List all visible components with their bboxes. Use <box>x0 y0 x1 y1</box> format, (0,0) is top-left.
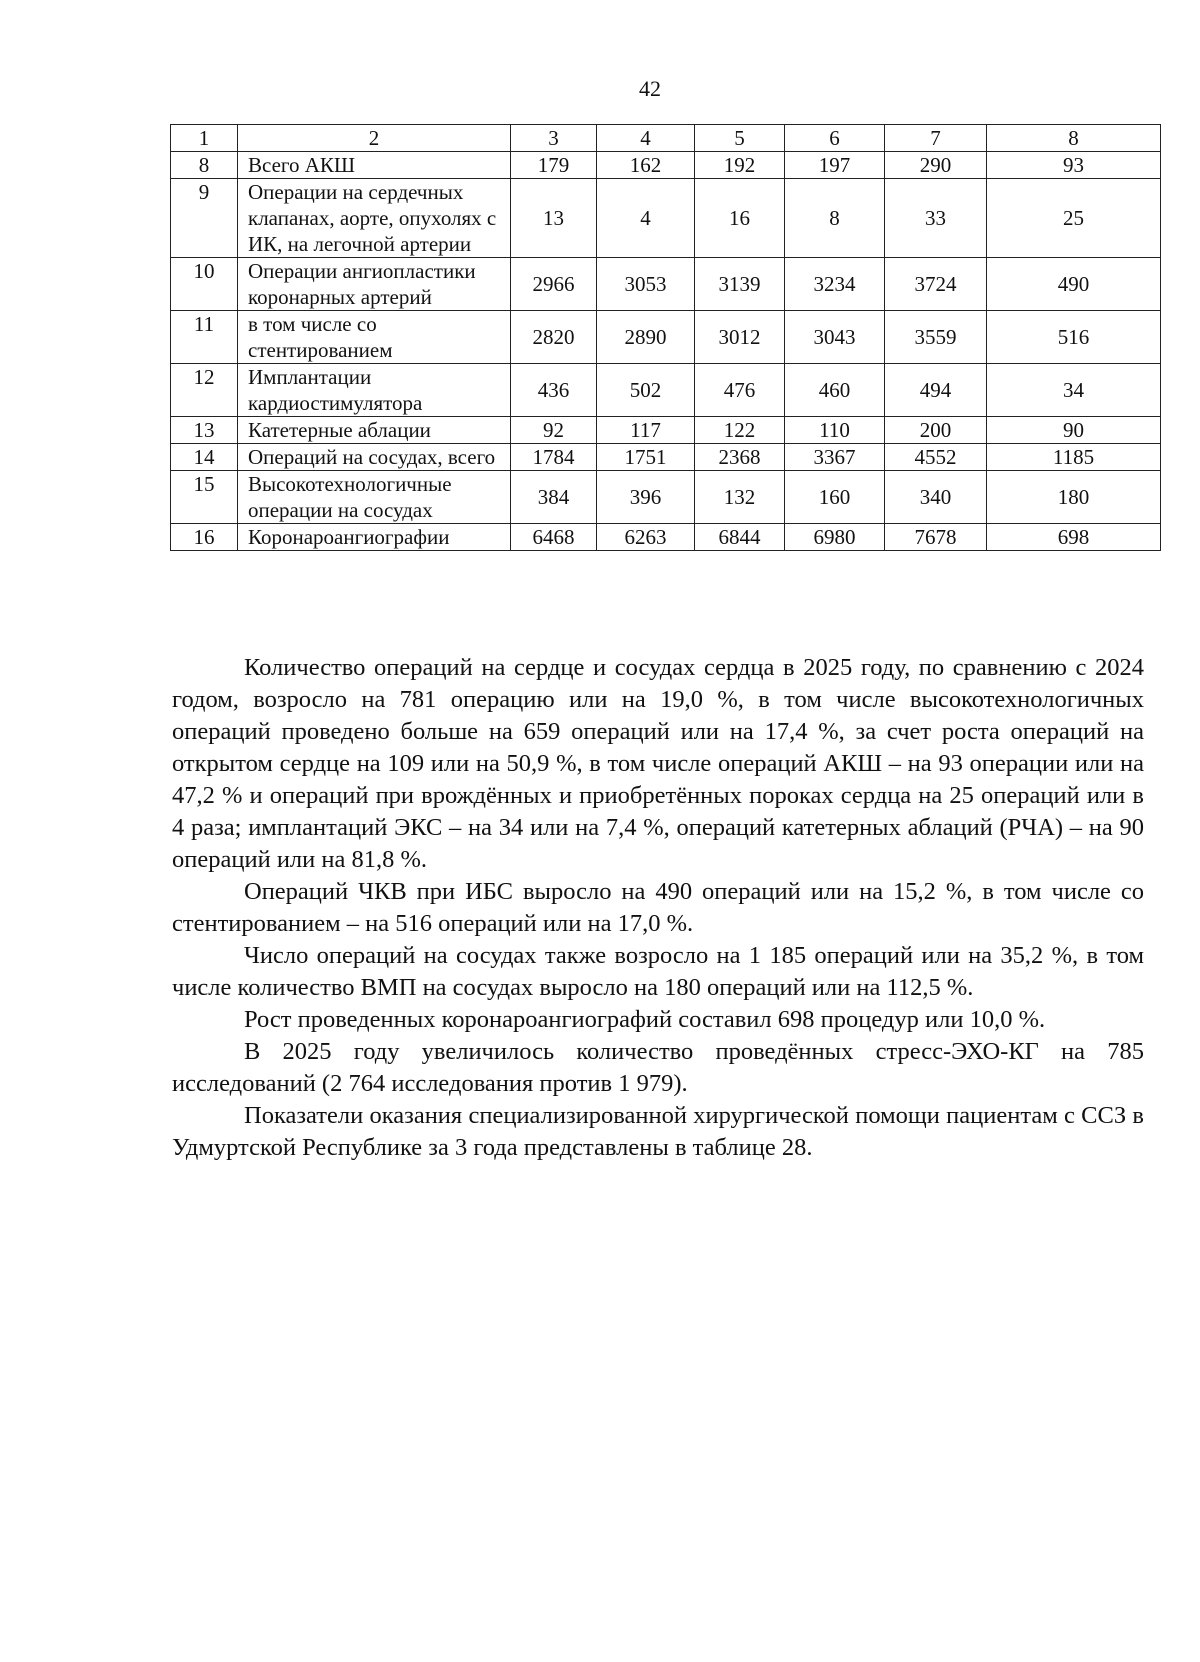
table-cell: 476 <box>695 364 785 417</box>
row-number: 9 <box>171 179 238 258</box>
table-body <box>171 152 1161 551</box>
table-cell: 3367 <box>785 444 885 471</box>
table-cell: 3053 <box>597 258 695 311</box>
table-cell: 197 <box>785 152 885 179</box>
table-cell: 698 <box>987 524 1161 551</box>
row-number: 8 <box>171 152 238 179</box>
row-number: 14 <box>171 444 238 471</box>
table-cell: 290 <box>885 152 987 179</box>
table-row <box>171 444 1161 471</box>
row-label: Коронароангиографии <box>238 524 511 551</box>
row-number: 13 <box>171 417 238 444</box>
table-cell: 3043 <box>785 311 885 364</box>
table-cell: 110 <box>785 417 885 444</box>
body-text <box>172 652 1144 1164</box>
row-number: 12 <box>171 364 238 417</box>
table-row <box>171 152 1161 179</box>
row-label: в том числе со стентированием <box>238 311 511 364</box>
column-header: 2 <box>238 125 511 152</box>
table-cell: 502 <box>597 364 695 417</box>
table-cell: 93 <box>987 152 1161 179</box>
table-cell: 160 <box>785 471 885 524</box>
table-cell: 494 <box>885 364 987 417</box>
row-number: 10 <box>171 258 238 311</box>
table-cell: 25 <box>987 179 1161 258</box>
page-number: 42 <box>639 76 661 101</box>
table-cell: 200 <box>885 417 987 444</box>
table-cell: 3234 <box>785 258 885 311</box>
table-cell: 122 <box>695 417 785 444</box>
column-header: 3 <box>511 125 597 152</box>
table-cell: 2820 <box>511 311 597 364</box>
table-cell: 16 <box>695 179 785 258</box>
table-header-row <box>171 125 1161 152</box>
column-header: 5 <box>695 125 785 152</box>
table-cell: 6980 <box>785 524 885 551</box>
table-cell: 3012 <box>695 311 785 364</box>
table-cell: 8 <box>785 179 885 258</box>
row-label: Операции на сердечных клапанах, аорте, опухолях с ИК, на легочной артерии <box>238 179 511 258</box>
table-cell: 117 <box>597 417 695 444</box>
row-label: Операций на сосудах, всего <box>238 444 511 471</box>
table-cell: 1751 <box>597 444 695 471</box>
table-row <box>171 417 1161 444</box>
column-header: 6 <box>785 125 885 152</box>
operations-table <box>170 124 1161 551</box>
table-row <box>171 179 1161 258</box>
paragraph: Показатели оказания специализированной хирургической помощи пациентам с ССЗ в Удмуртской Республике за 3 года представлены в таблице 28. <box>172 1102 1144 1161</box>
table-cell: 179 <box>511 152 597 179</box>
row-number: 11 <box>171 311 238 364</box>
table-cell: 6468 <box>511 524 597 551</box>
column-header: 1 <box>171 125 238 152</box>
table-row <box>171 524 1161 551</box>
paragraph: Число операций на сосудах также возросло на 1 185 операций или на 35,2 %, в том числе количество ВМП на сосудах выросло на 180 операций или на 112,5 %. <box>172 942 1144 1001</box>
paragraph: Количество операций на сердце и сосудах сердца в 2025 году, по сравнению с 2024 годом, возросло на 781 операцию или на 19,0 %, в том числе высокотехнологичных операций проведено больше на 659 операций или на 17,4 %, за счет роста операций на открытом сердце на 109 или на 50,9 %, в том числе операций АКШ – на 93 операции или на 47,2 % и операций при врождённых и приобретённых пороках сердца на 25 операций или в 4 раза; имплантаций ЭКС – на 34 или на 7,4 %, операций катетерных аблаций (РЧА) – на 90 операций или на 81,8 %. <box>172 654 1144 873</box>
row-number: 16 <box>171 524 238 551</box>
column-header: 4 <box>597 125 695 152</box>
row-label: Операции ангиопластики коронарных артерий <box>238 258 511 311</box>
table-cell: 3724 <box>885 258 987 311</box>
table-cell: 92 <box>511 417 597 444</box>
table-cell: 13 <box>511 179 597 258</box>
table-cell: 516 <box>987 311 1161 364</box>
table-cell: 132 <box>695 471 785 524</box>
table-cell: 2966 <box>511 258 597 311</box>
table-cell: 436 <box>511 364 597 417</box>
table-cell: 4552 <box>885 444 987 471</box>
paragraph: Рост проведенных коронароангиографий составил 698 процедур или 10,0 %. <box>244 1006 1046 1033</box>
table-cell: 2890 <box>597 311 695 364</box>
table-cell: 490 <box>987 258 1161 311</box>
paragraph: В 2025 году увеличилось количество проведённых стресс-ЭХО-КГ на 785 исследований (2 764 исследования против 1 979). <box>172 1038 1144 1097</box>
row-label: Катетерные аблации <box>238 417 511 444</box>
table-row <box>171 311 1161 364</box>
table-cell: 1185 <box>987 444 1161 471</box>
table-cell: 384 <box>511 471 597 524</box>
table-cell: 2368 <box>695 444 785 471</box>
table-row <box>171 471 1161 524</box>
table-cell: 3139 <box>695 258 785 311</box>
table-cell: 90 <box>987 417 1161 444</box>
table-row <box>171 258 1161 311</box>
row-label: Всего АКШ <box>238 152 511 179</box>
table-cell: 6844 <box>695 524 785 551</box>
table-cell: 162 <box>597 152 695 179</box>
column-header: 7 <box>885 125 987 152</box>
table-cell: 460 <box>785 364 885 417</box>
table-cell: 180 <box>987 471 1161 524</box>
table-cell: 33 <box>885 179 987 258</box>
table-cell: 4 <box>597 179 695 258</box>
column-header: 8 <box>987 125 1161 152</box>
table-row <box>171 364 1161 417</box>
table-cell: 6263 <box>597 524 695 551</box>
row-label: Высокотехнологичные операции на сосудах <box>238 471 511 524</box>
table-cell: 7678 <box>885 524 987 551</box>
table-cell: 3559 <box>885 311 987 364</box>
paragraph: Операций ЧКВ при ИБС выросло на 490 операций или на 15,2 %, в том числе со стентированием – на 516 операций или на 17,0 %. <box>172 878 1144 937</box>
table-cell: 34 <box>987 364 1161 417</box>
row-label: Имплантации кардиостимулятора <box>238 364 511 417</box>
table-cell: 396 <box>597 471 695 524</box>
table-cell: 1784 <box>511 444 597 471</box>
row-number: 15 <box>171 471 238 524</box>
table-cell: 340 <box>885 471 987 524</box>
table-cell: 192 <box>695 152 785 179</box>
